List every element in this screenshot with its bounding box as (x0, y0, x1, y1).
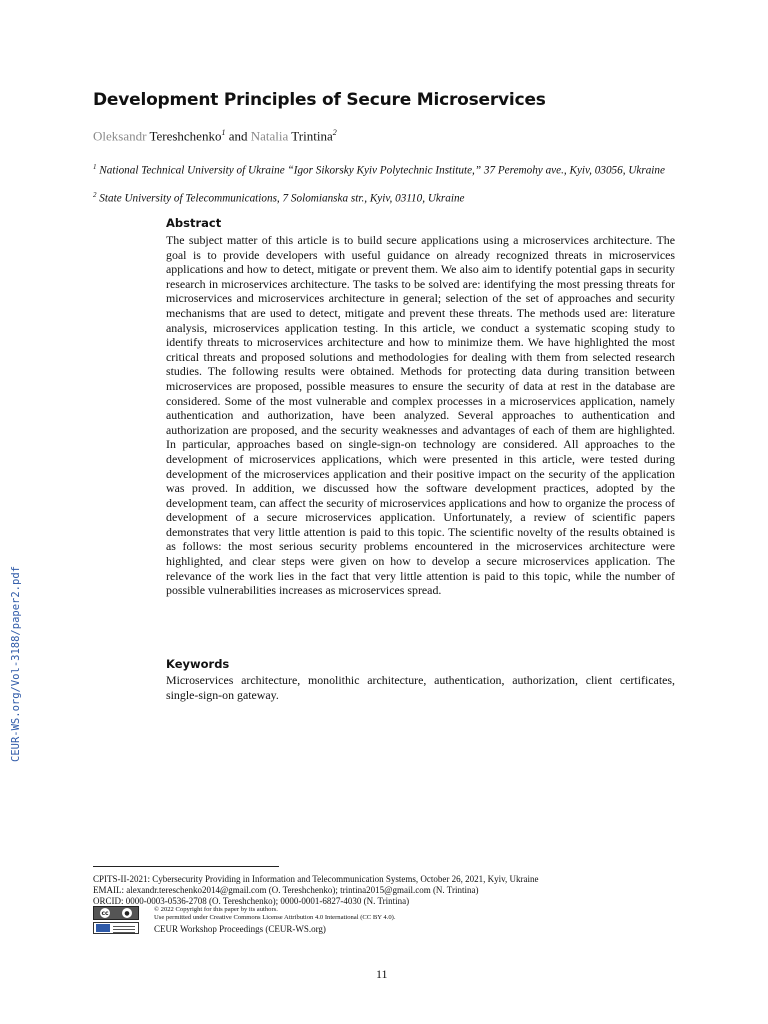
abstract-body: The subject matter of this article is to build secure applications using a microservices architecture. The goal is to provide developers with useful guidance on already recognized threats in microservices applications and how to detect, mitigate or prevent them. We also aim to identify potential gaps in security research in microservices architecture. The tasks to be solved are: identifying the most pressing threats for microservices and microservices architecture in general; selection of the set of approaches and security mechanisms that are used to detect, mitigate and prevent these threats. The methods used are: literature analysis, microservices application testing. In this article, we conduct a systematic scoping study to identify threats to microservices architecture and how to minimize them. We have highlighted the most critical threats and proposed solutions and methodologies for dealing with them from selected research studies. The following results were obtained. Methods for protecting data during transition between microservices are proposed, possible measures to ensure the security of data at rest in the database are considered. Some of the most vulnerable and complex processes in a microservices application, namely authentication and authorization, have been analyzed. Several approaches to authentication and authorization are proposed, and the security weaknesses and advantages of each of them are highlighted. In particular, approaches based on single-sign-on technology are considered. All approaches to the development of microservices applications, which were presented in this article, were tested during development of the microservices application and their positive impact on the security of the application was proved. In addition, we discussed how the software development practices, adopted by the development team, can affect the security of microservices applications and how to organize the process of development of a secure microservices application. Unfortunately, a review of scientific papers demonstrates that very little attention is paid to this topic. The scientific novelty of the results obtained is as follows: the most serious security problems encountered in the microservices architecture were highlighted, and clear steps were given on how to develop a secure microservices application. The relevance of the work lies in the fact that very little attention is paid to this topic, while the number of possible vulnerabilities increases as microservices spread. (166, 233, 675, 598)
keywords-body: Microservices architecture, monolithic architecture, authentication, authorization, client certificates, single-sign-on gateway. (166, 673, 675, 702)
footnote-email: EMAIL: alexandr.tereschenko2014@gmail.com (O. Tereshchenko); trintina2015@gmail.com (N. Trintina) (93, 885, 479, 895)
footnote-rule (93, 866, 279, 867)
license-notice: Use permitted under Creative Commons License Attribution 4.0 International (CC BY 4.0). (154, 914, 396, 921)
ceur-logo-mark (96, 924, 110, 932)
author-2-last-name: Trintina (288, 128, 333, 144)
author-1-affil-mark: 1 (221, 128, 226, 137)
cc-circle-icon: cc (101, 909, 109, 917)
author-conjunction: and (225, 128, 251, 144)
footnote-orcid: ORCID: 0000-0003-0536-2708 (O. Tereshchenko); 0000-0001-6827-4030 (N. Trintina) (93, 896, 410, 906)
abstract-heading: Abstract (166, 216, 222, 230)
affiliation-1-text: National Technical University of Ukraine “Igor Sikorsky Kyiv Polytechnic Institute,” 37 Peremohy ave., Kyiv, 03056, Ukraine (96, 164, 665, 177)
ceur-logo-lines (113, 924, 138, 933)
copyright-notice: © 2022 Copyright for this paper by its authors. (154, 906, 278, 913)
affiliation-2-text: State University of Telecommunications, 7 Solomianska str., Kyiv, 03110, Ukraine (96, 192, 465, 205)
affiliation-2-mark: 2 (93, 191, 97, 199)
page-number: 11 (376, 967, 388, 981)
paper-title: Development Principles of Secure Microservices (93, 90, 546, 110)
affiliation-1-mark: 1 (93, 163, 97, 171)
by-person-icon: ● (122, 908, 132, 918)
ceur-proceedings-label: CEUR Workshop Proceedings (CEUR-WS.org) (154, 924, 326, 934)
cc-license-icon (93, 906, 139, 920)
ceur-side-link[interactable]: CEUR-WS.org/Vol-3188/paper2.pdf (10, 566, 22, 762)
footnote-conference: CPITS-II-2021: Cybersecurity Providing in Information and Telecommunication Systems, October 26, 2021, Kyiv, Ukraine (93, 874, 539, 884)
affiliation-2 (93, 188, 675, 206)
ceur-logo-icon (93, 922, 139, 934)
author-1-first-name: Oleksandr (93, 128, 147, 144)
affiliation-1 (93, 160, 675, 178)
author-1-last-name: Tereshchenko (146, 128, 222, 144)
author-2-first-name: Natalia (250, 128, 289, 144)
author-line (93, 128, 337, 144)
author-2-affil-mark: 2 (332, 128, 337, 137)
keywords-heading: Keywords (166, 657, 230, 671)
